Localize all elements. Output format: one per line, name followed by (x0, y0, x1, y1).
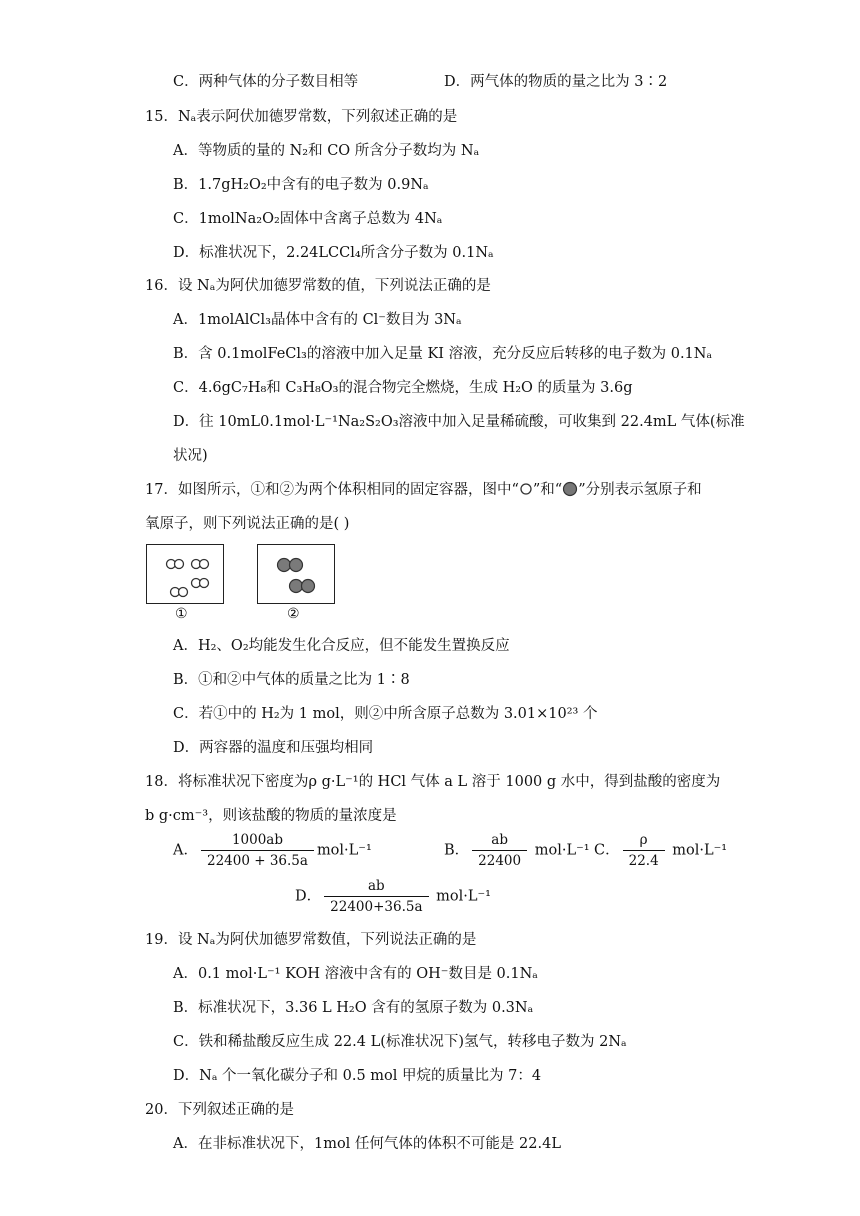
q19-stem: 19．设 Nₐ为阿伏加德罗常数值，下列说法正确的是 (145, 932, 477, 948)
container-2-oxygen (257, 544, 335, 604)
q20-option-a: A．在非标准状况下，1mol 任何气体的体积不可能是 22.4L (173, 1136, 561, 1152)
q14-option-d: D．两气体的物质的量之比为 3∶2 (444, 74, 668, 90)
q16-option-d-line2: 状况) (173, 448, 208, 464)
q17-option-b: B．①和②中气体的质量之比为 1∶8 (173, 672, 410, 688)
fraction: $\frac{ab}{22400+36.5a}$ (324, 878, 428, 915)
q15-option-d: D．标准状况下，2.24LCCl₄所含分子数为 0.1Nₐ (173, 245, 494, 261)
container-1-label: ① (175, 606, 188, 622)
hydrogen-atom-icon (519, 482, 533, 496)
container-2-label: ② (287, 606, 300, 622)
q19-option-b: B．标准状况下，3.36 L H₂O 含有的氢原子数为 0.3Nₐ (173, 1000, 534, 1016)
q17-option-a: A．H₂、O₂均能发生化合反应，但不能发生置换反应 (173, 638, 510, 654)
q18-option-a: A． $\frac{1000ab}{22400 + 36.5a}$ mol·L⁻¹ (173, 832, 372, 869)
q17-stem-line2: 氧原子，则下列说法正确的是( ) (145, 516, 350, 532)
fraction: $\frac{\rho}{22.4}$ (623, 832, 665, 869)
q17-stem-line1: 17．如图所示，①和②为两个体积相同的固定容器，图中“ ”和“ ”分别表示氢原子和 (145, 482, 702, 498)
q20-stem: 20．下列叙述正确的是 (145, 1102, 294, 1118)
fraction: $\frac{ab}{22400}$ (472, 832, 527, 869)
q19-option-a: A．0.1 mol·L⁻¹ KOH 溶液中含有的 OH⁻数目是 0.1Nₐ (173, 966, 538, 982)
q15-option-c: C．1molNa₂O₂固体中含离子总数为 4Nₐ (173, 211, 443, 227)
q16-option-b: B．含 0.1molFeCl₃的溶液中加入足量 KI 溶液，充分反应后转移的电子数为 0.1Nₐ (173, 346, 713, 362)
q18-option-d: D． $\frac{ab}{22400+36.5a}$ mol·L⁻¹ (295, 878, 491, 915)
q15-option-b: B．1.7gH₂O₂中含有的电子数为 0.9Nₐ (173, 177, 429, 193)
q18-option-b: B． $\frac{ab}{22400}$ mol·L⁻¹ (444, 832, 590, 869)
q19-option-d: D．Nₐ 个一氧化碳分子和 0.5 mol 甲烷的质量比为 7：4 (173, 1068, 542, 1084)
q17-option-c: C．若①中的 H₂为 1 mol，则②中所含原子总数为 3.01×10²³ 个 (173, 706, 598, 722)
q16-option-c: C．4.6gC₇H₈和 C₃H₈O₃的混合物完全燃烧，生成 H₂O 的质量为 3.6g (173, 380, 633, 396)
oxygen-molecules-icon (258, 545, 334, 603)
q18-stem-line2: b g·cm⁻³，则该盐酸的物质的量浓度是 (145, 808, 397, 824)
hydrogen-molecules-icon (147, 545, 223, 603)
q16-option-d-line1: D．往 10mL0.1mol·L⁻¹Na₂S₂O₃溶液中加入足量稀硫酸，可收集到 22.4mL 气体(标准 (173, 414, 745, 430)
q18-option-c: C． $\frac{\rho}{22.4}$ mol·L⁻¹ (594, 832, 728, 869)
q19-option-c: C．铁和稀盐酸反应生成 22.4 L(标准状况下)氢气，转移电子数为 2Nₐ (173, 1034, 627, 1050)
q15-option-a: A．等物质的量的 N₂和 CO 所含分子数均为 Nₐ (173, 143, 480, 159)
container-1-hydrogen (146, 544, 224, 604)
fraction: $\frac{1000ab}{22400 + 36.5a}$ (201, 832, 314, 869)
q18-stem-line1: 18．将标准状况下密度为ρ g·L⁻¹的 HCl 气体 a L 溶于 1000 g 水中，得到盐酸的密度为 (145, 774, 721, 790)
q16-option-a: A．1molAlCl₃晶体中含有的 Cl⁻数目为 3Nₐ (173, 312, 462, 328)
q15-stem: 15．Nₐ表示阿伏加德罗常数，下列叙述正确的是 (145, 109, 458, 125)
q17-option-d: D．两容器的温度和压强均相同 (173, 740, 374, 756)
oxygen-atom-icon (562, 481, 578, 497)
q16-stem: 16．设 Nₐ为阿伏加德罗常数的值，下列说法正确的是 (145, 278, 491, 294)
q14-option-c: C．两种气体的分子数目相等 (173, 74, 359, 90)
